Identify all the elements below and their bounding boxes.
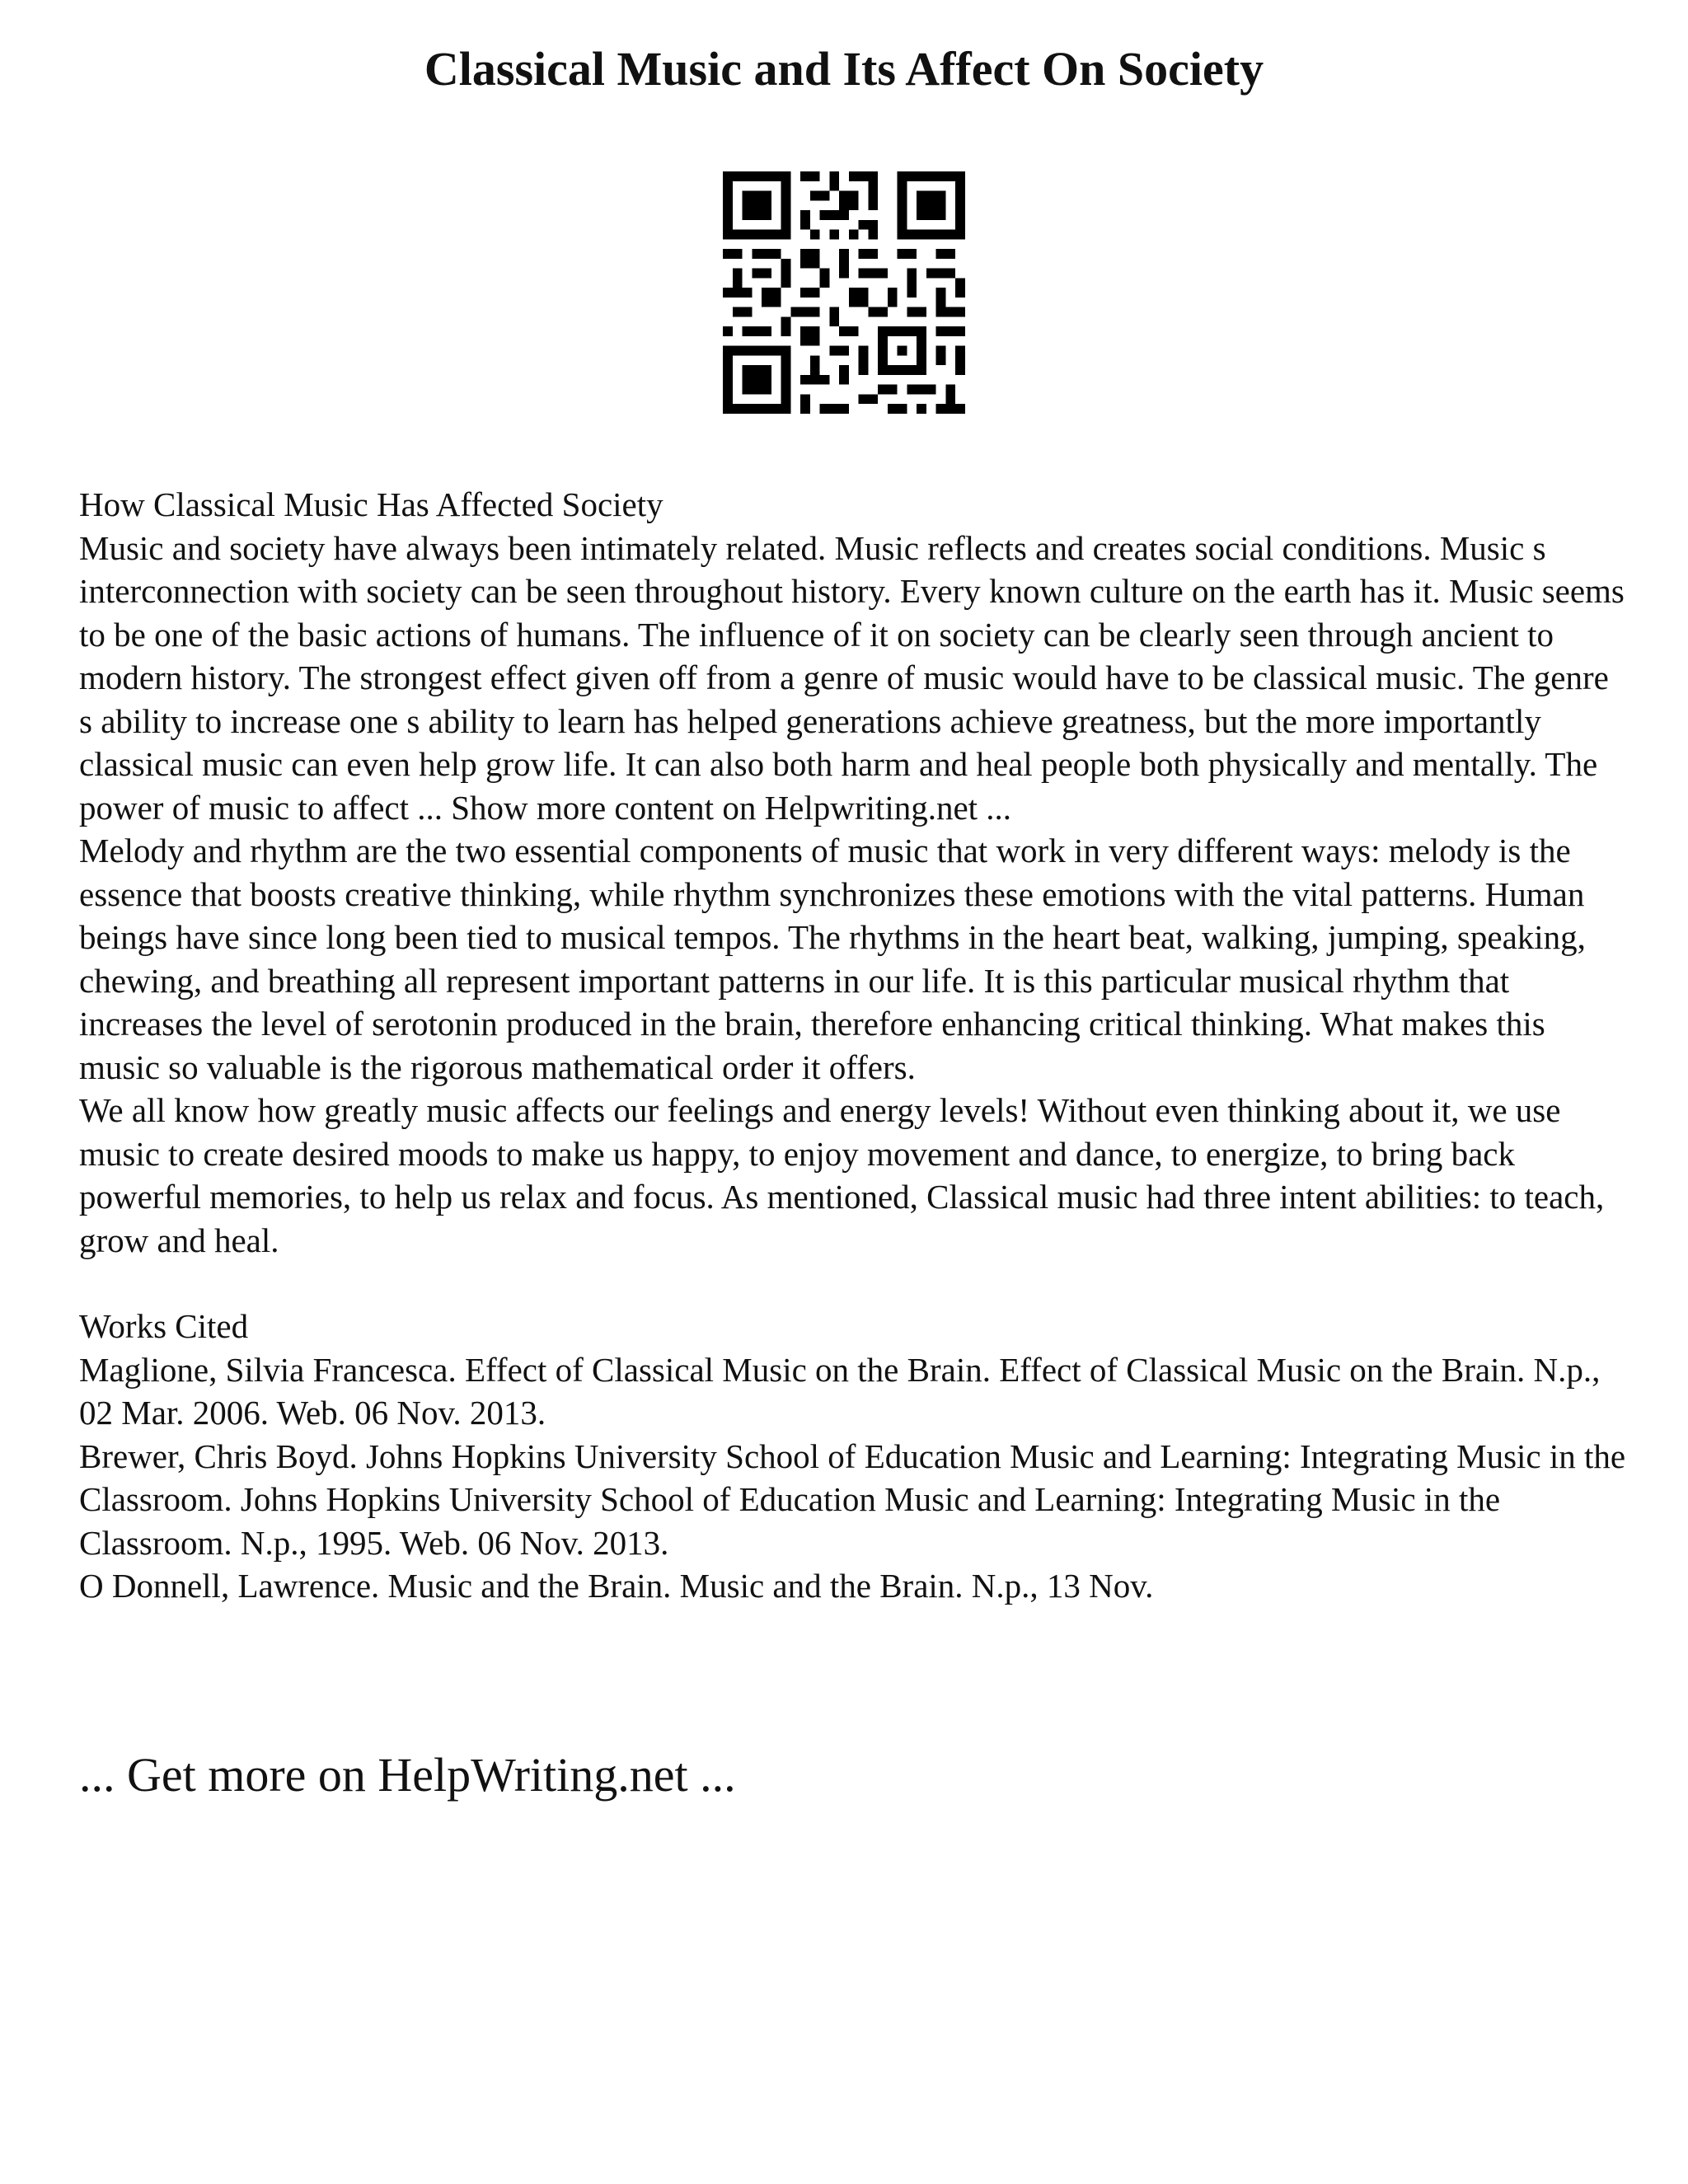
paragraph: Music and society have always been intimately related. Music reflects and creates social conditions. Music s interconnection with society can be seen throughout history. Every known culture on the earth has it. Music seems to be one of the basic actions of humans. The influence of it on society can be clearly seen through ancient to modern history. The strongest effect given off from a genre of music would have to be classical music. The genre s ability to increase one s ability to learn has helped generations achieve greatness, but the more importantly classical music can even help grow life. It can also both harm and heal people both physically and mentally. The power of music to affect ... Show more content on Helpwriting.net ... <box>79 528 1625 827</box>
paragraph: Melody and rhythm are the two essential components of music that work in very different ways: melody is the essence that boosts creative thinking, while rhythm synchronizes these emotions with the vital patterns. Human beings have since long been tied to musical tempos. The rhythms in the heart beat, walking, jumping, speaking, chewing, and breathing all represent important patterns in our life. It is this particular musical rhythm that increases the level of serotonin produced in the brain, therefore enhancing critical thinking. What makes this music so valuable is the rigorous mathematical order it offers. <box>79 832 1586 1086</box>
paragraph: We all know how greatly music affects our feelings and energy levels! Without even thinking about it, we use music to create desired moods to make us happy, to enjoy movement and dance, to energize, to bring back powerful memories, to help us relax and focus. As mentioned, Classical music had three intent abilities: to teach, grow and heal. <box>79 1091 1605 1259</box>
works-cited-heading: Works Cited <box>79 1307 249 1345</box>
citation: Brewer, Chris Boyd. Johns Hopkins University School of Education Music and Learning: Integrating Music in the Classroom. Johns Hopkins University School of Education Music and Learning: Integrating Music in the Classroom. N.p., 1995. Web. 06 Nov. 2013. <box>79 1436 1626 1562</box>
qr-code-icon <box>723 171 965 414</box>
citation: Maglione, Silvia Francesca. Effect of Classical Music on the Brain. Effect of Classical Music on the Brain. N.p., 02 Mar. 2006. Web. 06 Nov. 2013. <box>79 1350 1601 1432</box>
section-heading: How Classical Music Has Affected Society <box>79 485 663 523</box>
citation: O Donnell, Lawrence. Music and the Brain. Music and the Brain. N.p., 13 Nov. <box>79 1567 1154 1605</box>
document-body <box>79 483 1629 1608</box>
document-title: Classical Music and Its Affect On Society <box>424 42 1264 96</box>
spacer <box>79 1262 1629 1305</box>
get-more-link[interactable]: ... Get more on HelpWriting.net ... <box>79 1748 736 1802</box>
